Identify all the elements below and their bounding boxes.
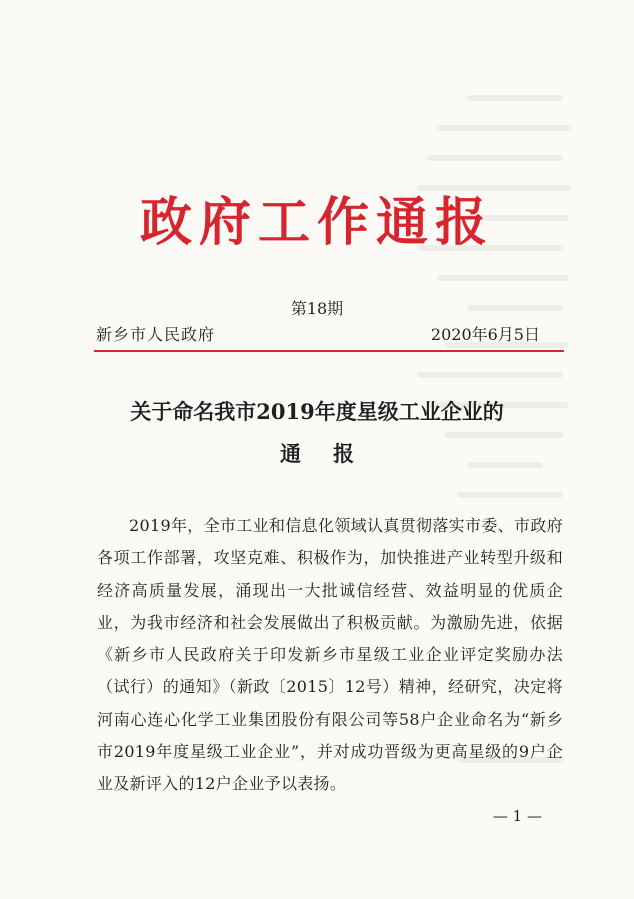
body-paragraph: 2019年，全市工业和信息化领域认真贯彻落实市委、市政府各项工作部署，攻坚克难、积极作为，加快推进产业转型升级和经济高质量发展，涌现出一大批诚信经营、效益明显的优质企业，为我市经济和社会发展做出了积极贡献。为激励先进，依据《新乡市人民政府关于印发新乡市星级工业企业评定奖励办法（试行）的通知》（新政〔2015〕12号）精神，经研究，决定将河南心连心化学工业集团股份有限公司等58户企业命名为“新乡市2019年度星级工业企业”，并对成功晋级为更高星级的9户企业及新评入的12户企业予以表扬。 [97,516,563,794]
document-subtitle: 通报 [280,441,386,466]
issue-date: 2020年6月5日 [430,325,540,344]
masthead-title: 政府工作通报 [139,193,494,253]
red-divider-line [94,350,564,352]
issuer-name: 新乡市人民政府 [96,325,216,344]
document-title: 关于命名我市2019年度星级工业企业的 [130,399,504,424]
page-number: — 1 — [492,807,542,825]
issue-number: 第18期 [290,299,344,318]
